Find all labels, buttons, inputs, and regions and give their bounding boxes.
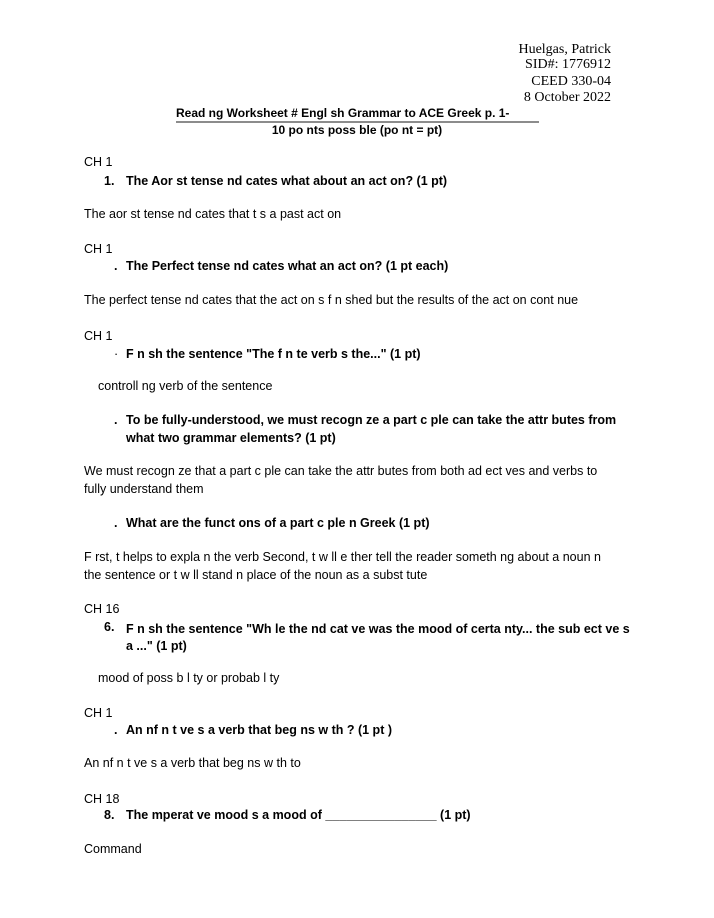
- question-text: The mperat ve mood s a mood of ________________ (1 pt): [126, 808, 471, 822]
- question-text-line: F n sh the sentence "Wh le the nd cat ve was the mood of certa nty... the sub ect ve s: [126, 622, 630, 636]
- question-number: 1.: [104, 174, 115, 188]
- chapter-label: CH 16: [84, 602, 120, 616]
- question-text-line: what two grammar elements? (1 pt): [126, 431, 336, 445]
- student-name: Huelgas, Patrick: [518, 42, 611, 57]
- question-text: An nf n t ve s a verb that beg ns w th ? (1 pt ): [126, 723, 392, 737]
- answer-text: Command: [84, 842, 142, 856]
- worksheet-title: Read ng Worksheet # Engl sh Grammar to ACE Greek p. 1-: [176, 106, 510, 120]
- date: 8 October 2022: [523, 90, 611, 105]
- answer-text: The aor st tense nd cates that t s a past act on: [84, 207, 342, 221]
- chapter-label: CH 18: [84, 792, 120, 806]
- question-number: .: [114, 516, 118, 530]
- chapter-label: CH 1: [84, 155, 113, 169]
- answer-text: An nf n t ve s a verb that beg ns w th to: [84, 756, 301, 770]
- answer-text-line: F rst, t helps to expla n the verb Second, t w ll e ther tell the reader someth ng about a noun n: [84, 550, 601, 564]
- question-text: The Perfect tense nd cates what an act on? (1 pt each): [126, 259, 449, 273]
- chapter-label: CH 1: [84, 706, 113, 720]
- answer-text: mood of poss b l ty or probab l ty: [98, 671, 280, 685]
- question-number: 6.: [104, 620, 115, 634]
- answer-text-line: the sentence or t w ll stand n place of the noun as a subst tute: [84, 568, 428, 582]
- chapter-label: CH 1: [84, 329, 113, 343]
- question-text: The Aor st tense nd cates what about an act on? (1 pt): [126, 174, 448, 188]
- answer-text-line: We must recogn ze that a part c ple can take the attr butes from both ad ect ves and verbs to: [84, 464, 598, 478]
- question-text: F n sh the sentence "The f n te verb s the..." (1 pt): [126, 347, 421, 361]
- answer-text: controll ng verb of the sentence: [98, 379, 273, 393]
- question-number: .: [114, 413, 118, 427]
- answer-text: The perfect tense nd cates that the act on s f n shed but the results of the act on cont nue: [84, 293, 579, 307]
- question-number: ·: [114, 347, 119, 361]
- question-number: .: [114, 723, 118, 737]
- student-id: SID#: 1776912: [525, 57, 611, 72]
- worksheet-subtitle: 10 po nts poss ble (po nt = pt): [271, 123, 443, 137]
- chapter-label: CH 1: [84, 242, 113, 256]
- course-code: CEED 330-04: [531, 74, 611, 89]
- answer-text-line: fully understand them: [84, 482, 204, 496]
- question-text-line: To be fully-understood, we must recogn ze a part c ple can take the attr butes from: [126, 413, 617, 427]
- question-text: What are the funct ons of a part c ple n Greek (1 pt): [126, 516, 430, 530]
- question-text-line: a ..." (1 pt): [126, 639, 187, 653]
- question-number: .: [114, 259, 118, 273]
- question-number: 8.: [104, 808, 115, 822]
